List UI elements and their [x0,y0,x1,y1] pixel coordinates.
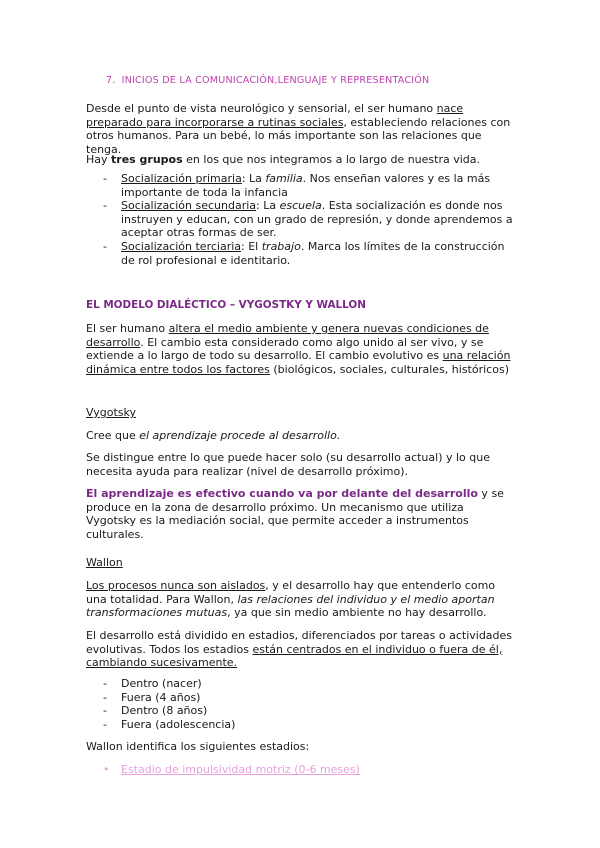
dash-marker: - [103,690,107,704]
text: : El [241,239,262,253]
text: . Esta socialización es donde nos instruyen y educan, con un grado de represión, y donde aprendemos a aceptar otras formas de ser. [121,199,513,240]
text: El desarrollo está dividido en estadios, diferenciados por tareas o actividades evolutivas. Todos los estadios [86,629,513,656]
item-label: Socialización terciaria [121,239,242,253]
dash-marker: - [103,239,107,253]
text: en los que nos integramos a lo largo de nuestra vida. [182,153,480,166]
vygotsky-paragraph-3 [86,487,514,541]
socialization-list [103,172,517,267]
vygotsky-heading: Vygotsky [86,406,136,419]
underlined-text: una relación dinámica entre todos los factores [86,349,511,376]
dash-marker: - [103,704,107,718]
list-item [103,691,517,705]
item-label: Socialización secundaria [121,199,257,213]
dash-marker: - [103,172,107,185]
text: . Nos enseñan valores y es la más importante de toda la infancia [121,172,491,199]
dash-marker: - [103,199,107,213]
text: , ya que sin medio ambiente no hay desarrollo. [227,606,487,620]
text: y se produce en la zona de desarrollo próximo. Un mecanismo que utiliza Vygotsky es la mediación social, que permite acceder a instrumentos culturales. [86,487,504,541]
dash-marker: - [103,677,107,690]
section-number: 7. [106,75,116,86]
vygotsky-paragraph-2: Se distingue entre lo que puede hacer solo (su desarrollo actual) y lo que necesita ayuda para realizar (nivel de desarrollo próximo). [86,451,490,478]
list-item [103,240,517,267]
italic-text: familia [265,172,303,185]
text: : La [256,199,280,213]
item-text: Fuera (4 años) [121,690,201,704]
wallon-paragraph-2 [86,629,514,670]
list-item [103,677,517,691]
dash-marker: - [103,717,107,731]
wallon-paragraph-1 [86,579,514,620]
list-item [103,704,517,718]
item-label: Socialización primaria [121,172,242,185]
paragraph-intro [86,102,514,156]
text: Cree que [86,429,140,442]
item-text: Fuera (adolescencia) [121,717,236,731]
underlined-text: nace preparado para incorporarse a rutinas sociales [86,102,464,129]
italic-text: las relaciones del individuo y el medio aportan transformaciones mutuas [86,592,495,620]
text: : La [241,172,266,185]
stage-link-item [103,763,360,777]
text: , y el desarrollo hay que entenderlo como una totalidad. Para Wallon, [86,579,496,606]
text: , estableciendo relaciones con otros humanos. Para un bebé, lo más importante son las relaciones que tenga. [86,115,511,156]
text: (biológicos, sociales, culturales, históricos) [269,362,509,376]
stage-link[interactable]: Estadio de impulsividad motriz (0-6 meses) [121,763,360,776]
bold-text: tres grupos [111,153,183,166]
italic-text: el aprendizaje procede al desarrollo. [139,429,341,442]
section-7-heading [106,74,429,88]
underlined-text: altera el medio ambiente y genera nuevas condiciones de desarrollo [86,322,489,349]
italic-text: escuela [279,199,322,213]
text: Hay [86,153,112,166]
italic-text: trabajo [261,239,301,253]
text: . Marca los límites de la construcción de rol profesional e identitario. [121,239,505,267]
bullet-icon: • [103,763,110,776]
item-text: Dentro (nacer) [121,677,202,690]
vygotsky-paragraph-1 [86,429,514,443]
underlined-text: están centrados en el individuo o fuera de él, cambiando sucesivamente. [86,642,503,670]
text: Desde el punto de vista neurológico y sensorial, el ser humano [86,102,437,115]
highlighted-text: El aprendizaje es efectivo cuando va por delante del desarrollo [86,487,478,500]
paragraph-groups-intro [86,153,514,167]
underlined-text: Los procesos nunca son aislados [86,579,266,592]
item-text: Dentro (8 años) [121,704,208,718]
section-model-heading: EL MODELO DIALÉCTICO – VYGOSTKY Y WALLON [86,299,366,311]
wallon-heading: Wallon [86,556,123,569]
list-item [103,172,517,199]
wallon-phase-list [103,677,517,731]
list-item [103,199,517,240]
text: . El cambio esta considerado como algo unido al ser vivo, y se extiende a lo largo de todo su desarrollo. El cambio evolutivo es [86,335,484,363]
paragraph-human-change [86,322,514,376]
section-title: INICIOS DE LA COMUNICACIÓN,LENGUAJE Y REPRESENTACIÓN [121,75,430,86]
list-item [103,718,517,732]
text: El ser humano [86,322,169,335]
wallon-paragraph-3: Wallon identifica los siguientes estadios: [86,740,310,753]
